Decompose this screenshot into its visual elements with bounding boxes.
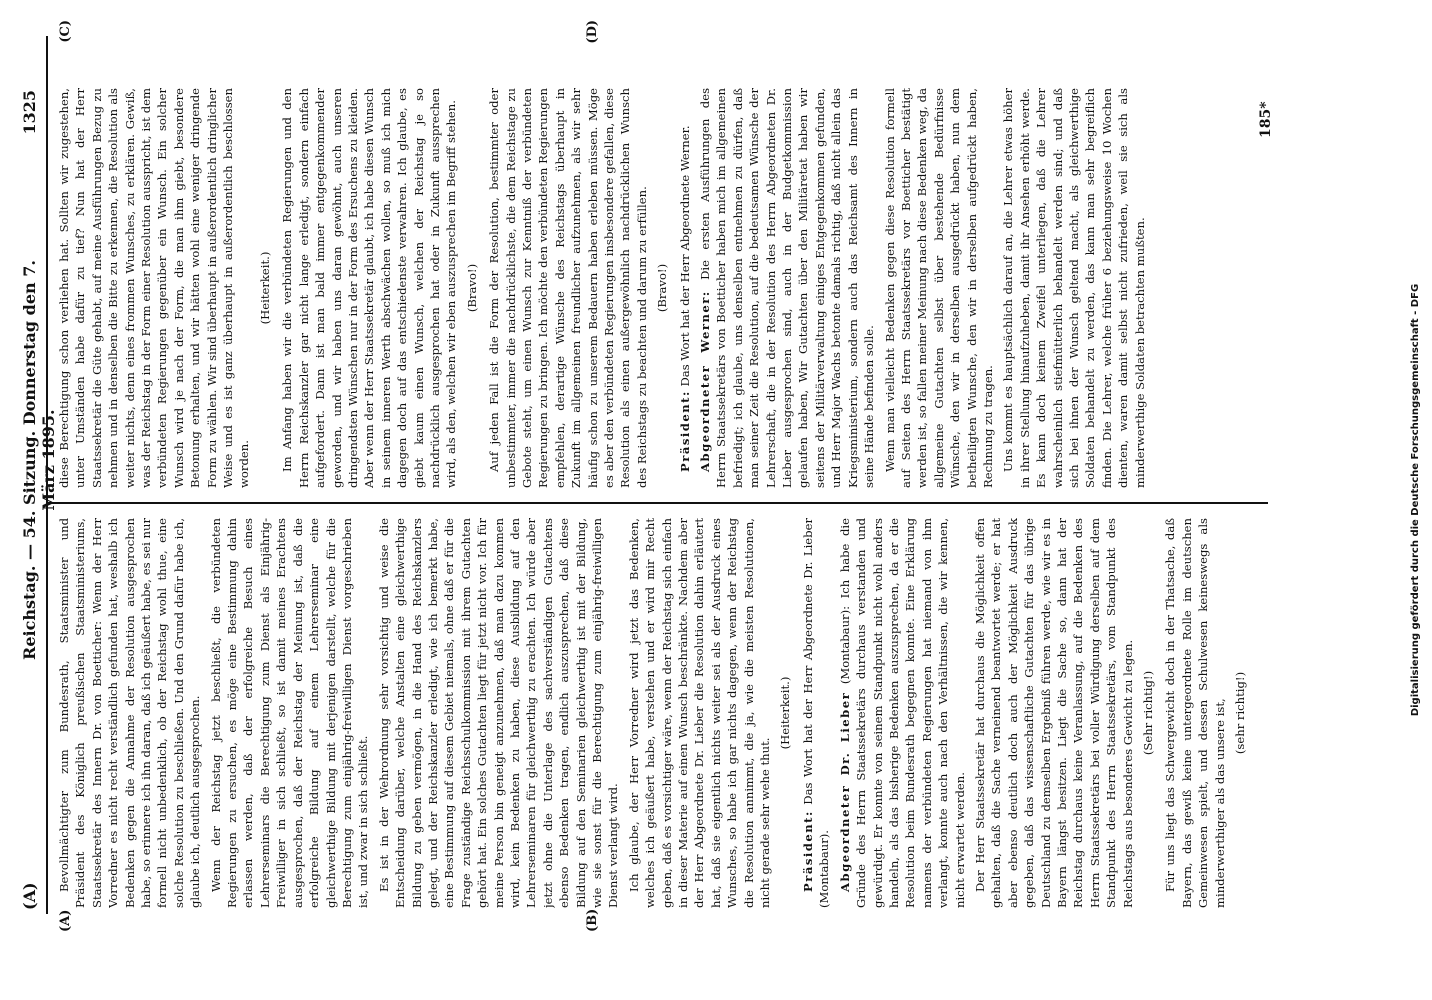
paragraph: diese Berechtigung schon verliehen hat. Sollten wir zugestehen, unter Umständen habe dafür zu tief? Nun hat der Herr Staatssekretär die Güte gehabt, auf meine Ausführungen Bezug zu nehmen und in denselben die Bitte zu erkennen, die Resolution als weiter nichts, denn eines frommen Wunsches, zu erklären. Gewiß, was der Reichstag in der Form einer Resolution ausspricht, ist dem verbündeten Regierungen gegenüber ein Wunsch. Ein solcher Wunsch wird je nach der Form, die man ihm giebt, besondere Betonung erhalten, und wir hätten wohl eine weniger dringende Form zu wählen. Wir sind überhaupt in außerordentlich dringlicher Weise und es ist ganz überhaupt in außerordentlich beschlossen worden. — [57, 88, 252, 488]
interjection: (Bravo!) — [464, 263, 479, 313]
interjection: (Heiterkeit.) — [257, 251, 272, 325]
paragraph — [837, 518, 968, 908]
column-divider — [48, 502, 1268, 504]
page-signature: 185* — [1258, 101, 1274, 138]
paragraph: Wenn man vielleicht Bedenken gegen diese Resolution formell auf Seiten des Herrn Staatssekretärs vor Boetticher bestätigt werden ist, so fallen meiner Meinung nach diese Bedenken weg, da allgemeine Gutachten selbst über bestehende Bedürfnisse Wünsche, den wir in derselben ausgedrückt haben, nun dem betheiligten Wunsche, den wir in derselben aufgedrückt haben, Rechnung zu tragen. — [882, 88, 995, 488]
right-column — [56, 88, 1286, 488]
paragraph: Im Anfang haben wir die verbündeten Regierungen und den Herrn Reichskanzler gar nicht lange erledigt, sondern einfach aufgefordert. Dann ist man bald immer entgegenkommender geworden, und wir haben uns daran gewöhnt, auch unseren dringendsten Wünschen nur in der Form des Ersuchens zu kleiden. Aber wenn der Herr Staatssekretär glaubt, ich habe diesen Wunsch in seinem inneren Werth abschwächen wollen, so muß ich mich dagegen doch auf das entschiedenste verwahren. Ich glaube, es giebt kaum einen Wunsch, welchen der Reichstag je so nachdrücklich ausgesprochen hat oder in Zukunft aussprechen wird, als den, welchen wir eben auszusprechen im Begriff stehen. — [280, 88, 459, 488]
speaker-name: Präsident: — [800, 810, 815, 892]
paragraph: Auf jeden Fall ist die Form der Resolution, bestimmter oder unbestimmter, immer die nachdrücklichste, die dem Reichstage zu Gebote steht, um einen Wunsch zur Kenntniß der verbündeten Regierungen zu bringen. Ich möchte den verbündeten Regierungen empfehlen, derartige Wünsche des Reichstags überhaupt in Zukunft im allgemeinen freundlicher aufzunehmen, als wir sehr häufig schon zu unserem Bedauern haben erleben müssen. Möge es aber den verbündeten Regierungen insbesondere gefallen, diese Resolution als einen außergewöhnlich nachdrücklichen Wunsch des Reichstags zu beachten und darum zu erfüllen. — [487, 88, 649, 488]
paragraph: Wenn der Reichstag jetzt beschließt, die verbündeten Regierungen zu ersuchen, es möge eine Bestimmung dahin erlassen werden, daß der erfolgreiche Besuch eines Lehrerseminars die Berechtigung zum Dienst als Einjährig-Freiwilliger in sich schließt, so ist damit meines Erachtens ausgesprochen, daß der Reichstag der Meinung ist, daß die erfolgreiche Bildung auf einem Lehrerseminar eine gleichwerthige Bildung mit derjenigen darstellt, welche für die Berechtigung zum einjährig-freiwilligen Dienst vorgeschrieben ist, und zwar in sich schließt. — [208, 518, 371, 908]
paragraph: Bevollmächtigter zum Bundesrath, Staatsminister und Präsident des Königlich preußischen Staatsministeriums, Staatssekretär des Innern Dr. von Boetticher: Wenn der Herr Vorredner es nicht recht verständlich gefunden hat, weshalb ich Bedenken gegen die Annahme der Resolution ausgesprochen habe, so erinnere ich ihn daran, daß ich geäußert habe, es sei nur formell nicht unbedenklich, ob der Reichstag wohl thue, eine solche Resolution zu beschließen. Und den Grund dafür habe ich, glaube ich, deutlich ausgesprochen. — [57, 518, 203, 908]
left-column — [56, 518, 1356, 908]
header-rule — [46, 36, 48, 914]
interjection: (Sehr richtig!) — [1141, 670, 1155, 756]
paragraph: Ich glaube, der Herr Vorredner wird jetzt das Bedenken, welches ich geäußert habe, verstehen und er wird mir Recht geben, daß es vorsichtiger wäre, wenn der Reichstag sich einfach in dieser Materie auf einen Wunsch beschränkte. Nachdem aber der Herr Abgeordnete Dr. Lieber die Resolution dahin erläutert hat, daß sie eigentlich nichts weiter sei als der Ausdruck eines Wunsches, so habe ich gar nichts dagegen, wenn der Reichstag die Resolution annimmt, die ja, wie die meisten Resolutionen, nicht gerade sehr wehe thut. — [626, 518, 773, 908]
speaker-name: Abgeordneter Werner: — [698, 290, 713, 472]
paragraph: Der Herr Staatssekretär hat durchaus die Möglichkeit offen gehalten, daß die Sache verneinend beantwortet werde; er hat aber ebenso deutlich doch auch der Möglichkeit Ausdruck gegeben, daß das wissenschaftliche Gutachten für das übrige Deutschland zu demselben Ergebniß führen werde, wie wir es in Bayern längst besitzen. Liegt die Sache so, dann hat der Reichstag durchaus keine Veranlassung, auf die Bedenken des Herrn Staatssekretärs bei voller Würdigung derselben auf dem Standpunkt des Herrn Staatssekretärs, vom Standpunkt des Reichstags aus besonderes Gewicht zu legen. — [972, 518, 1135, 908]
digitization-footer: Digitalisierung gefördert durch die Deutsche Forschungsgemeinschaft - DFG — [1410, 283, 1421, 717]
margin-mark-b: (B) — [585, 908, 600, 932]
interjection: (sehr richtig!) — [1233, 671, 1248, 755]
interjection: (Heiterkeit.) — [778, 676, 793, 750]
interjection: (Bravo!) — [655, 263, 670, 313]
paragraph: Uns kommt es hauptsächlich darauf an, die Lehrer etwas höher in ihrer Stellung hinaufzuheben, damit ihr Ansehen erhöht werde. Es kann doch keinem Zweifel unterliegen, daß die Lehrer wahrscheinlich stiefmütterlich behandelt werden sind; und daß sich bei ihnen der Wunsch geltend macht, als gleichwerthige Soldaten behandelt zu werden, das kann man sehr begreiflich finden. Die Lehrer, welche früher 6 beziehungsweise 10 Wochen dienten, waren damit selbst nicht zufrieden, weil sie sich als minderwerthige Soldaten betrachten mußten. — [1001, 88, 1147, 488]
speaker-name: Präsident: — [677, 390, 692, 472]
speech-text: (Montabaur): Ich habe die Gründe des Herrn Staatssekretärs durchaus verstanden und gewürdigt. Er konnte von seinem Standpunkt nicht wohl anders handeln, als das bisherige Bedenken auszusprechen, da er die Resolution beim Bundesrath begegnen konnte. Eine Erklärung namens der verbündeten Regierungen hat niemand von ihm verlangt, konnte auch nach den Verhältnissen, die wir kennen, nicht erwartet werden. — [837, 518, 967, 908]
header-left-marker: (A) — [20, 882, 39, 910]
paragraph — [677, 88, 693, 488]
paragraph: Für uns liegt das Schwergewicht doch in der Thatsache, daß Bayern, das gewiß keine untergeordnete Rolle im deutschen Gemeinwesen spielt, und dessen Schulwesen keineswegs als minderwerthiger als das unsere ist, — [1163, 518, 1227, 908]
speech-text: Das Wort hat der Herr Abgeordnete Werner. — [677, 125, 692, 387]
running-header: Reichstag. — 54. Sitzung. Donnerstag den 7. März 1895. — [20, 260, 58, 660]
margin-mark-a: (A) — [58, 909, 73, 932]
speech-text: Das Wort hat der Herr Abgeordnete Dr. Lieber (Montabaur). — [800, 518, 832, 908]
paragraph — [697, 88, 877, 488]
margin-mark-d: (D) — [585, 20, 600, 44]
paragraph — [800, 518, 833, 908]
page-number-top: 1325 — [20, 90, 39, 135]
paragraph: Es ist in der Wehrordnung sehr vorsichtig und weise die Entscheidung darüber, welche Anstalten eine gleichwerthige Bildung zu geben vermögen, in die Hand des Reichskanzlers gelegt, und der Reichskanzler erledigt, wie ich bemerkt habe, eine Bestimmung auf diesem Gebiet niemals, ohne daß er für die Frage zuständige Reichsschulkommission mit ihrem Gutachten gehört hat. Ein solches Gutachten liegt für jetzt nicht vor. Ich für meine Person bin geneigt anzunehmen, daß man dazu kommen wird, kein Bedenken zu haben, diese Ausbildung auf den Lehrerseminaren für gleichwerthig zu erachten. Ich würde aber jetzt ohne die Unterlage des sachverständigen Gutachtens ebenso Bedenken tragen, endlich auszusprechen, daß diese Bildung auf den Seminarien gleichwerthig ist mit der Bildung, wie sie sonst für die Berechtigung zum einjährig-freiwilligen Dienst verlangt wird. — [376, 518, 621, 908]
margin-mark-c: (C) — [58, 20, 73, 43]
speech-text: Die ersten Ausführungen des Herrn Staatssekretärs von Boetticher haben mich im allgemeinen befriedigt; ich glaube, uns denselben entnehmen zu dürfen, daß man seiner Zeit die Resolution, auf die bedeutsamen Wünsche der Lehrerschaft, die in der Resolution des Herrn Abgeordneten Dr. Lieber ausgesprochen sind, auch in der Budgetkommission gelaufen haben, Wir Gutachten über den Militäretat haben wir seitens der Militärverwaltung einiges Entgegenkommen gefunden, und Herr Major Wachs betonte damals richtig, daß nicht allein das Kriegsministerium, sondern auch das Reichsamt des Innern in seine Hände befinden solle. — [698, 88, 877, 488]
speaker-name: Abgeordneter Dr. Lieber — [837, 691, 852, 892]
